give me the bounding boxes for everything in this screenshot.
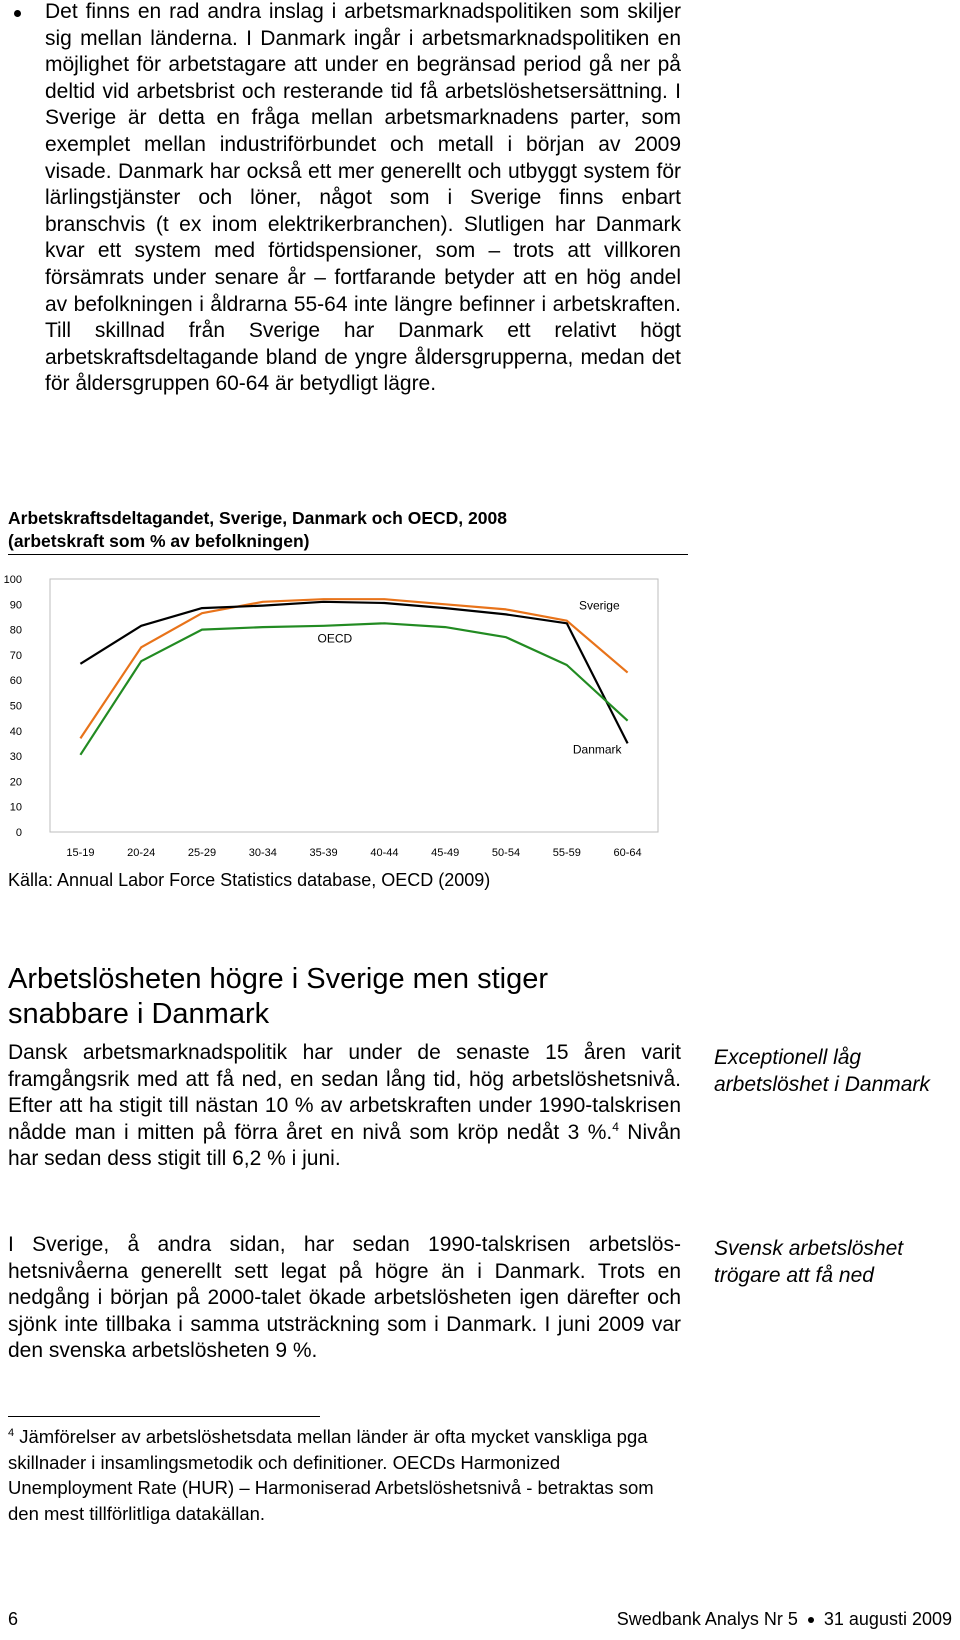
x-tick-label: 25-29 [187,847,217,859]
x-tick-label: 50-54 [491,847,521,859]
margin-note-1: Exceptionell låg arbetslöshet i Danmark [714,1046,930,1096]
y-tick-label: 10 [9,801,22,814]
y-tick-label: 100 [3,574,22,586]
x-tick-label: 55-59 [552,847,581,859]
series-label-danmark: Danmark [572,742,622,757]
y-tick-label: 50 [9,700,22,713]
series-label-sverige: Sverige [578,598,620,613]
section-paragraph-2: I Sverige, å andra sidan, har sedan 1990-talskrisen arbetslöshetsnivåerna generellt sett legat på högre än i Danmark. Trots en nedgång i början på 2000-talet ökade arbetslösheten igen därefter och sjönk inte tillbaka i samma utsträckning som i Danmark. I juni 2009 var den svenska arbetslösheten 9 %. [8,1233,681,1363]
y-tick-label: 60 [9,675,22,688]
footnote-number: 4 [8,1426,15,1439]
margin-note-2: Svensk arbetslöshet trögare att få ned [714,1237,904,1287]
x-tick-label: 40-44 [370,847,399,859]
section-paragraph-1 [8,1040,681,1173]
footer-separator-dot [808,1617,814,1623]
x-tick-label: 20-24 [127,847,156,859]
chart-title [8,507,688,553]
series-line-oecd [80,623,627,755]
paragraph-1-text-end: Nivån har sedan dess stigit till 6,2 % i juni. [8,1120,681,1171]
paragraph-1-text: Dansk arbetsmarknadspolitik har under de senaste 15 åren varit framgångsrik med att få ned, en sedan lång tid, hög arbetslöshetsnivå. Efter att ha stigit till nästan 10 % av arbetskraften under 1990-talskrisen nådde man i mitten på förra året en nivå som kröp nedåt 3 %. [8,1041,681,1144]
x-tick-label: 15-19 [66,847,95,859]
chart-title-line-2: (arbetskraft som % av befolkningen) [8,531,310,551]
page-number: 6 [8,1609,19,1629]
y-tick-label: 20 [9,776,22,789]
intro-paragraph: Det finns en rad andra inslag i arbetsmarknadspolitiken som skiljer sig mellan länderna. I Danmark ingår i arbetsmarknadspolitiken en möjlighet för arbetstagare att under en begränsad period gå ner på deltid vid arbetsbrist och resterande tid få arbetslöshetsersättning. I Sverige är detta en fråga mellan arbetsmarknadens parter, som exemplet mellan industriförbundet och metall i början av 2009 visade. Danmark har också ett mer generellt och utbyggt system för lärlingstjänster och löner, något som i Sverige finns enbart branschvis (t ex inom elektrikerbranchen). Slutligen har Danmark kvar ett system med förtidspensioner, som – trots att villkoren försämrats under senare år – fortfarande betyder att en hög andel av befolkningen i åldrarna 55-64 inte längre befinner i arbetskraften. Till skillnad från Sverige har Danmark ett relativt högt arbetskraftsdeltagande bland de yngre åldersgrupperna, medan det för åldersgruppen 60-64 är betydligt lägre. [45,0,681,396]
footnote [8,1424,684,1526]
footer-publication [617,1608,952,1630]
footnote-text: Jämförelser av arbetslöshetsdata mellan länder är ofta mycket vanskliga pga skillnader i insamlingsmetodik och definitioner. OECDs Harmonized Unemployment Rate (HUR) – Harmoniserad Arbetslöshetsnivå - betraktas som den mest tillförlitliga datakällan. [8,1426,654,1524]
x-tick-label: 60-64 [613,847,642,859]
footnote-reference[interactable]: 4 [612,1119,619,1134]
x-tick-label: 45-49 [431,847,460,859]
plot-area [50,579,658,832]
chart-title-line-1: Arbetskraftsdeltagandet, Sverige, Danmark och OECD, 2008 [8,508,507,528]
publication-date: 31 augusti 2009 [823,1609,952,1629]
x-tick-label: 35-39 [309,847,338,859]
x-tick-label: 30-34 [248,847,277,859]
line-chart [3,562,688,862]
y-tick-label: 0 [15,827,22,839]
section-heading: Arbetslösheten högre i Sverige men stiger snabbare i Danmark [8,963,549,1030]
publication-name: Swedbank Analys Nr 5 [616,1609,798,1629]
footnote-rule [8,1416,320,1417]
y-tick-label: 70 [9,649,22,662]
chart-source: Källa: Annual Labor Force Statistics database, OECD (2009) [8,870,491,890]
y-tick-label: 30 [9,751,22,764]
y-tick-label: 40 [9,725,22,738]
series-label-oecd: OECD [317,631,353,646]
y-tick-label: 80 [9,624,22,637]
chart-title-rule [8,554,688,555]
series-line-danmark [80,602,627,744]
bullet-point [14,10,21,17]
y-tick-label: 90 [9,599,22,612]
